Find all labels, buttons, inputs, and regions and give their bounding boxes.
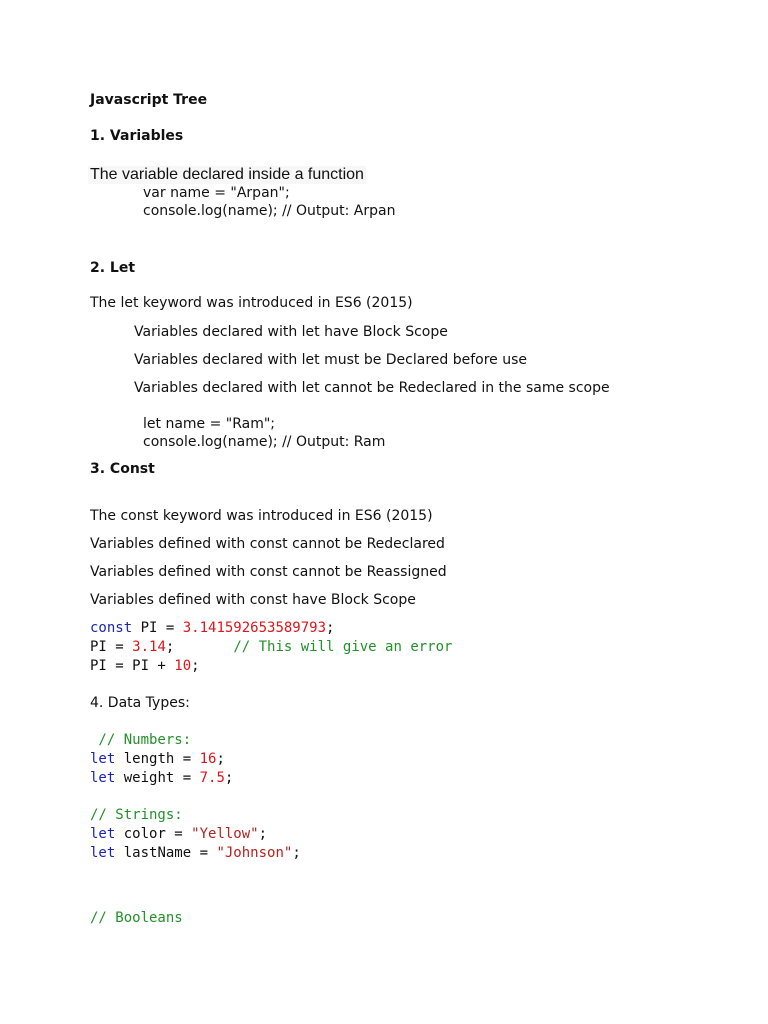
code-text: color = bbox=[115, 826, 192, 842]
const-code-line bbox=[90, 657, 200, 676]
code-text: PI = bbox=[90, 639, 133, 655]
const-line: The const keyword was introduced in ES6 (2015) bbox=[90, 508, 433, 524]
section-heading-let: 2. Let bbox=[90, 260, 136, 276]
code-keyword: let bbox=[90, 770, 116, 786]
code-string: "Yellow" bbox=[191, 826, 259, 842]
const-line: Variables defined with const cannot be Redeclared bbox=[90, 536, 445, 552]
code-number: 3.14 bbox=[132, 639, 166, 655]
let-point: Variables declared with let have Block Scope bbox=[134, 324, 448, 340]
let-intro: The let keyword was introduced in ES6 (2015) bbox=[90, 295, 413, 311]
code-comment: // This will give an error bbox=[233, 639, 453, 655]
code-text: PI = bbox=[132, 620, 183, 636]
code-text: ; bbox=[292, 845, 301, 861]
datatypes-code-line bbox=[90, 750, 225, 769]
datatypes-code-line bbox=[90, 825, 267, 844]
variables-code-line: console.log(name); // Output: Arpan bbox=[143, 203, 396, 219]
let-point: Variables declared with let cannot be Redeclared in the same scope bbox=[134, 380, 610, 396]
code-text: ; bbox=[224, 770, 234, 786]
code-number: 7.5 bbox=[199, 770, 225, 786]
let-code-line: console.log(name); // Output: Ram bbox=[143, 434, 386, 450]
code-text: weight = bbox=[115, 770, 200, 786]
datatypes-code-line bbox=[90, 844, 301, 863]
code-comment: // Booleans bbox=[90, 910, 183, 926]
code-comment: // Numbers: bbox=[90, 732, 192, 748]
code-text: length = bbox=[115, 751, 200, 767]
code-keyword: let bbox=[90, 845, 116, 861]
let-code-line: let name = "Ram"; bbox=[143, 416, 276, 432]
code-keyword: let bbox=[90, 826, 116, 842]
variables-intro: The variable declared inside a function bbox=[90, 166, 364, 183]
section-heading-const: 3. Const bbox=[90, 461, 155, 477]
code-comment: // Strings: bbox=[90, 807, 183, 823]
code-text: ; bbox=[258, 826, 268, 842]
code-string: "Johnson" bbox=[216, 845, 293, 861]
const-code-line bbox=[90, 638, 452, 657]
let-point: Variables declared with let must be Declared before use bbox=[134, 352, 528, 368]
code-text: ; bbox=[326, 620, 335, 636]
const-code-line bbox=[90, 619, 334, 638]
code-number: 3.141592653589793 bbox=[182, 620, 327, 636]
variables-code-line: var name = "Arpan"; bbox=[143, 185, 290, 201]
section-heading-data-types: 4. Data Types: bbox=[90, 695, 190, 711]
code-number: 16 bbox=[199, 751, 217, 767]
code-keyword: const bbox=[90, 620, 133, 636]
code-text: ; bbox=[191, 658, 200, 674]
const-line: Variables defined with const have Block Scope bbox=[90, 592, 416, 608]
code-number: 10 bbox=[174, 658, 192, 674]
code-text: ; bbox=[216, 751, 225, 767]
code-text: PI = PI + bbox=[90, 658, 175, 674]
document-title: Javascript Tree bbox=[90, 92, 208, 108]
code-text: lastName = bbox=[115, 845, 217, 861]
section-heading-variables: 1. Variables bbox=[90, 128, 184, 144]
datatypes-code-line bbox=[90, 769, 233, 788]
code-keyword: let bbox=[90, 751, 116, 767]
code-text: ; bbox=[165, 639, 234, 655]
const-line: Variables defined with const cannot be Reassigned bbox=[90, 564, 447, 580]
